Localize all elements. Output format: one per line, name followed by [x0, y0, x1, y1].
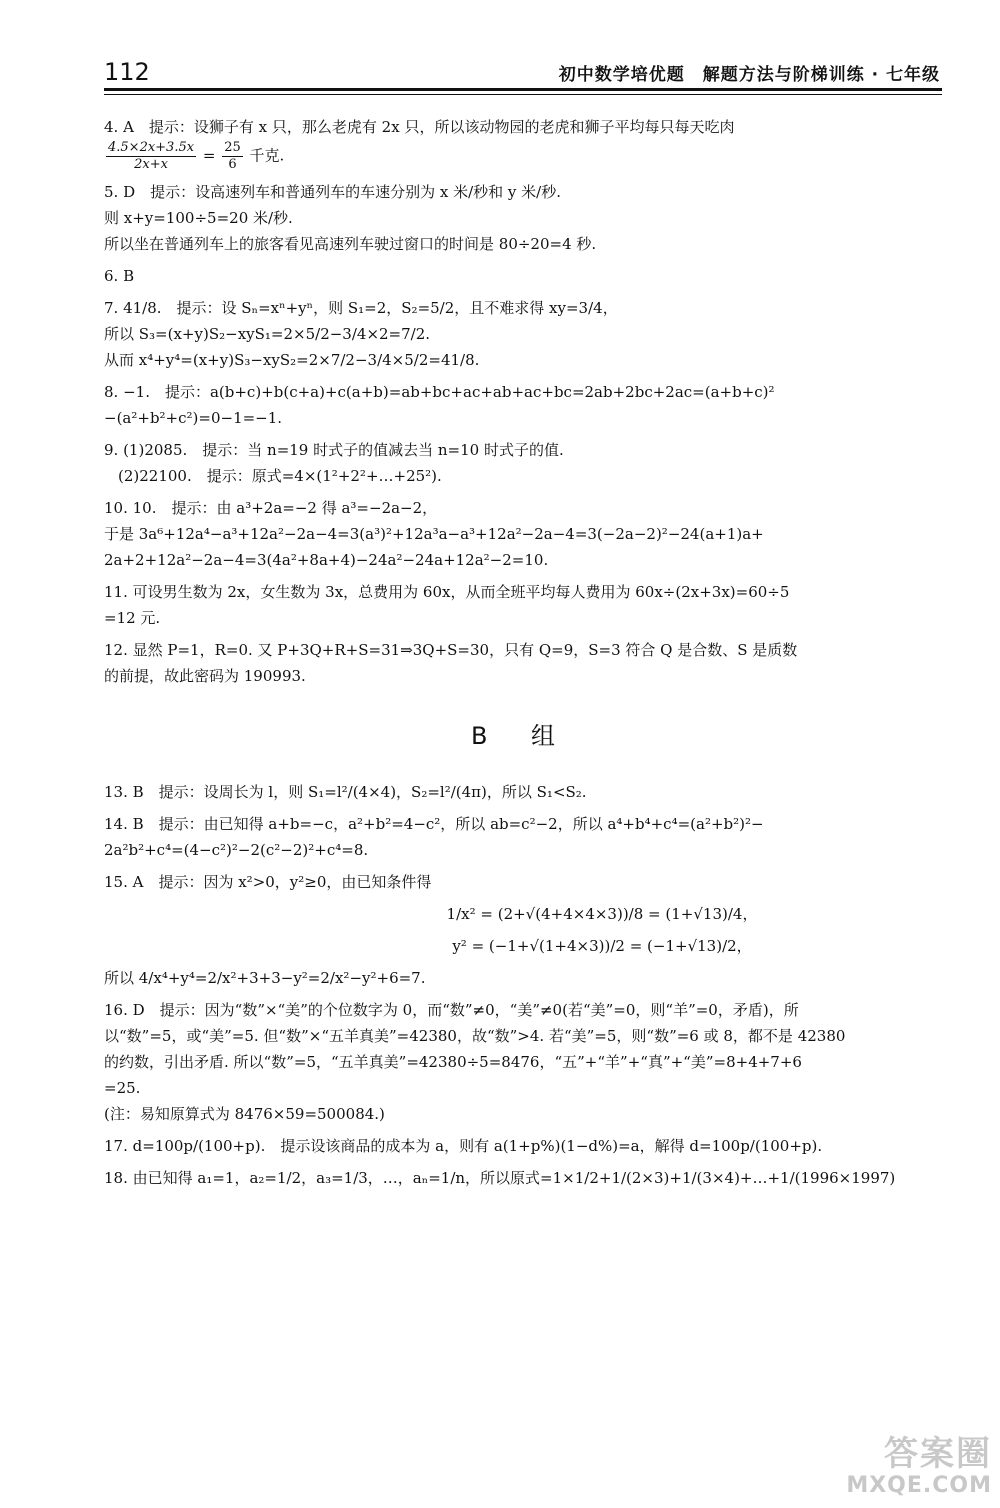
- answer-line: =12 元.: [104, 609, 161, 627]
- answer-item-7: [104, 295, 940, 373]
- answer-line: 17. d=100p/(100+p). 提示设该商品的成本为 a，则有 a(1+p%)(1−d%)=a，解得 d=100p/(100+p).: [104, 1137, 823, 1155]
- answer-item-6: [104, 263, 940, 289]
- header-rule-thick: [104, 88, 942, 91]
- running-title: 初中数学培优题 解题方法与阶梯训练 · 七年级: [558, 65, 940, 85]
- answer-line: 14. B 提示：由已知得 a+b=−c，a²+b²=4−c²，所以 ab=c²−2，所以 a⁴+b⁴+c⁴=(a²+b²)²−: [104, 815, 764, 833]
- answer-line: 5. D 提示：设高速列车和普通列车的车速分别为 x 米/秒和 y 米/秒.: [104, 183, 561, 201]
- unit-text: 千克.: [249, 146, 285, 165]
- answer-line: 所以坐在普通列车上的旅客看见高速列车驶过窗口的时间是 80÷20=4 秒.: [104, 235, 597, 253]
- display-equation: 1/x² = (2+√(4+4×4×3))/8 = (1+√13)/4，: [446, 905, 758, 923]
- answer-line: 2a+2+12a²−2a−4=3(4a²+8a+4)−24a²−24a+12a²−2=10.: [104, 551, 549, 569]
- answer-line: 18. 由已知得 a₁=1，a₂=1/2，a₃=1/3，…，aₙ=1/n，所以原式=1×1/2+1/(2×3)+1/(3×4)+…+1/(1996×1997): [104, 1169, 896, 1187]
- watermark-logo-text: 答案圈: [884, 1434, 992, 1474]
- section-title: B 组: [470, 722, 574, 750]
- answer-line: =25.: [104, 1079, 141, 1097]
- fraction-denominator: 2x+x: [134, 157, 168, 172]
- answer-item-4: [104, 114, 940, 173]
- fraction-denominator: 6: [228, 157, 237, 172]
- answer-item-16: [104, 997, 940, 1127]
- answer-line: 15. A 提示：因为 x²>0，y²≥0，由已知条件得: [104, 873, 432, 891]
- answer-line: 11. 可设男生数为 2x，女生数为 3x，总费用为 60x，从而全班平均每人费用为 60x÷(2x+3x)=60÷5: [104, 583, 790, 601]
- fraction: [222, 140, 243, 173]
- answer-line: 16. D 提示：因为“数”×“美”的个位数字为 0，而“数”≠0，“美”≠0(若“美”=0，则“羊”=0，矛盾)，所: [104, 1001, 799, 1019]
- answer-content: [104, 114, 940, 1197]
- answer-item-5: [104, 179, 940, 257]
- fraction-numerator: 4.5×2x+3.5x: [108, 140, 195, 155]
- answer-item-11: [104, 579, 940, 631]
- answer-line: (2)22100. 提示：原式=4×(1²+2²+…+25²).: [118, 467, 442, 485]
- answer-line: 12. 显然 P=1，R=0. 又 P+3Q+R+S=31⇒3Q+S=30，只有 Q=9，S=3 符合 Q 是合数、S 是质数: [104, 641, 798, 659]
- answer-line: 2a²b²+c⁴=(4−c²)²−2(c²−2)²+c⁴=8.: [104, 841, 369, 859]
- page-header: [104, 58, 940, 92]
- answer-item-13: [104, 779, 940, 805]
- fraction: [106, 140, 196, 173]
- fraction-numerator: 25: [224, 140, 241, 155]
- answer-line: 8. −1. 提示：a(b+c)+b(c+a)+c(a+b)=ab+bc+ac+ab+ac+bc=2ab+2bc+2ac=(a+b+c)²: [104, 383, 775, 401]
- watermark: [842, 1426, 992, 1498]
- answer-item-18: [104, 1165, 940, 1191]
- answer-line: −(a²+b²+c²)=0−1=−1.: [104, 409, 283, 427]
- answer-line: 4. A 提示：设狮子有 x 只，那么老虎有 2x 只，所以该动物园的老虎和狮子平均每只每天吃肉: [104, 118, 735, 136]
- answer-line: 6. B: [104, 267, 135, 285]
- answer-line: 9. (1)2085. 提示：当 n=19 时式子的值减去当 n=10 时式子的值.: [104, 441, 564, 459]
- answer-item-8: [104, 379, 940, 431]
- answer-item-10: [104, 495, 940, 573]
- answer-item-9: [104, 437, 940, 489]
- watermark-url: MXQE.COM: [846, 1473, 992, 1498]
- answer-line: 所以 4/x⁴+y⁴=2/x²+3+3−y²=2/x²−y²+6=7.: [104, 969, 426, 987]
- answer-line: 7. 41/8. 提示：设 Sₙ=xⁿ+yⁿ，则 S₁=2，S₂=5/2，且不难求得 xy=3/4，: [104, 299, 618, 317]
- answer-item-15: [104, 869, 940, 991]
- answer-note: (注：易知原算式为 8476×59=500084.): [104, 1105, 385, 1123]
- page-number: 112: [104, 58, 150, 86]
- answer-item-14: [104, 811, 940, 863]
- answer-line: 于是 3a⁶+12a⁴−a³+12a²−2a−4=3(a³)²+12a³a−a³+12a²−2a−4=3(−2a−2)²−24(a+1)a+: [104, 525, 764, 543]
- answer-item-17: [104, 1133, 940, 1159]
- answer-fraction-line: [104, 140, 940, 173]
- answer-line: 10. 10. 提示：由 a³+2a=−2 得 a³=−2a−2，: [104, 499, 438, 517]
- header-rule-thin: [104, 94, 942, 95]
- answer-line: 的约数，引出矛盾. 所以“数”=5，“五羊真美”=42380÷5=8476，“五”+“羊”+“真”+“美”=8+4+7+6: [104, 1053, 802, 1071]
- answer-line: 的前提，故此密码为 190993.: [104, 667, 306, 685]
- answer-line: 以“数”=5，或“美”=5. 但“数”×“五羊真美”=42380，故“数”>4. 若“美”=5，则“数”=6 或 8，都不是 42380: [104, 1027, 846, 1045]
- answer-line: 所以 S₃=(x+y)S₂−xyS₁=2×5/2−3/4×2=7/2.: [104, 325, 431, 343]
- answer-line: 13. B 提示：设周长为 l，则 S₁=l²/(4×4)，S₂=l²/(4π)，所以 S₁<S₂.: [104, 783, 587, 801]
- answer-item-12: [104, 637, 940, 689]
- equals-sign: =: [202, 146, 216, 165]
- display-equation: y² = (−1+√(1+4×3))/2 = (−1+√13)/2，: [452, 937, 752, 955]
- answer-line: 则 x+y=100÷5=20 米/秒.: [104, 209, 293, 227]
- answer-line: 从而 x⁴+y⁴=(x+y)S₃−xyS₂=2×7/2−3/4×5/2=41/8.: [104, 351, 480, 369]
